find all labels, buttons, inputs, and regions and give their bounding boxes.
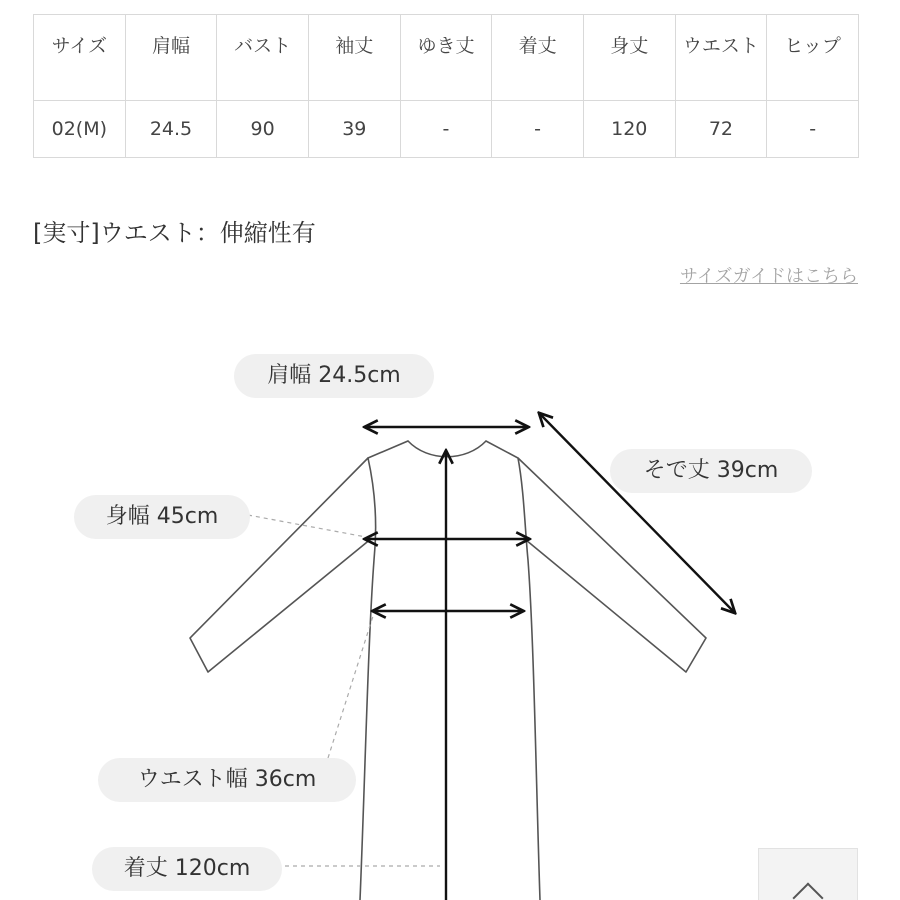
body-width-leader [248,515,366,537]
cell-shoulder: 24.5 [125,101,217,158]
cell-body-length: 120 [583,101,675,158]
header-length: 着丈 [492,15,584,101]
chevron-up-icon [792,882,823,900]
cell-yuki: - [400,101,492,158]
sleeve-label: そで丈 39cm [610,449,812,493]
body-width-label: 身幅 45cm [74,495,250,539]
cell-sleeve: 39 [308,101,400,158]
cell-length: - [492,101,584,158]
left-sleeve-outline [190,458,372,672]
size-guide-link[interactable]: サイズガイドはこちら [679,266,858,287]
header-sleeve: 袖丈 [308,15,400,101]
measurement-note: [実寸]ウエスト：伸縮性有 [33,219,316,247]
cell-size: 02(M) [34,101,126,158]
cell-waist: 72 [675,101,767,158]
header-body-length: 身丈 [583,15,675,101]
header-shoulder: 肩幅 [125,15,217,101]
scroll-to-top-button[interactable] [758,848,858,900]
header-hip: ヒップ [767,15,859,101]
header-size: サイズ [34,15,126,101]
cell-hip: - [767,101,859,158]
length-label: 着丈 120cm [92,847,282,891]
waist-label: ウエスト幅 36cm [98,758,356,802]
header-yuki: ゆき丈 [400,15,492,101]
shoulder-label: 肩幅 24.5cm [234,354,434,398]
header-waist: ウエスト [675,15,767,101]
header-bust: バスト [217,15,309,101]
dress-outline [360,441,540,900]
sleeve-arrow [540,414,734,612]
cell-bust: 90 [217,101,309,158]
